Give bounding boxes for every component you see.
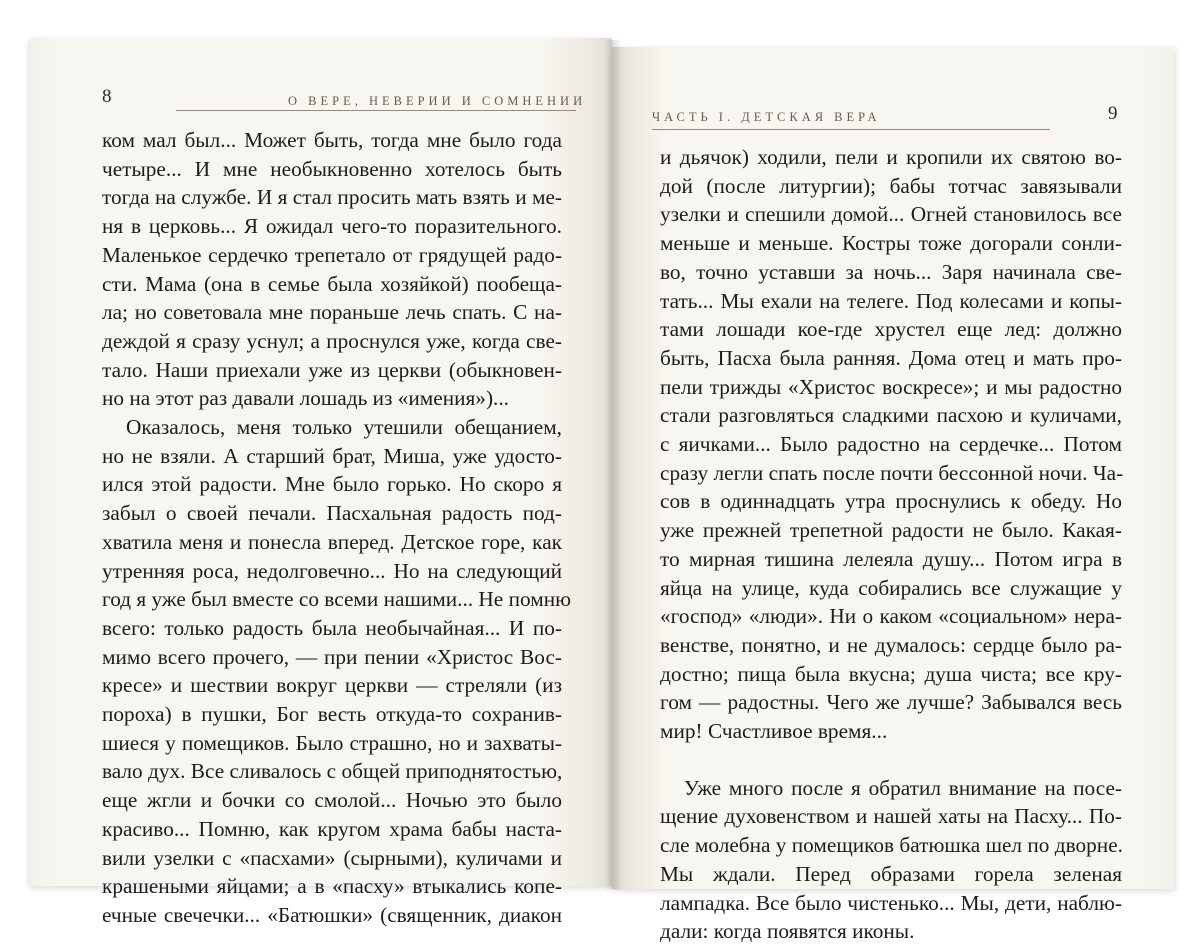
text-line: быть, Пасха была ранняя. Дома отец и мать про- bbox=[660, 345, 1122, 370]
text-line: деждой я сразу уснул; а проснулся уже, когда све- bbox=[102, 328, 562, 353]
text-line: еще жгли и бочки со смолой... Ночью это было bbox=[102, 788, 562, 813]
right-page bbox=[612, 47, 1174, 944]
text-line: то мирная тишина лелеяла душу... Потом игра в bbox=[660, 546, 1122, 571]
running-head: О ВЕРЕ, НЕВЕРИИ И СОМНЕНИИ bbox=[288, 94, 587, 108]
text-line: с яичками... Было радостно на сердечке... Потом bbox=[660, 432, 1122, 457]
text-line: крашеными яйцами; а в «пасху» втыкались копе- bbox=[102, 874, 562, 899]
text-line: вили узелки с «пасхами» (сырными), куличами и bbox=[102, 845, 562, 870]
text-line: ечные свечечки... «Батюшки» (священник, диакон bbox=[102, 902, 562, 927]
text-line: дали: когда появятся иконы. bbox=[660, 919, 915, 944]
text-line: ился этой радости. Мне было горько. Но скоро я bbox=[102, 472, 562, 497]
text-line: год я уже был вместе со всеми нашими... Не помню bbox=[102, 587, 571, 612]
text-line: сле молебна у помещиков батюшка шел по дворне. bbox=[660, 833, 1123, 858]
book-gutter bbox=[604, 40, 622, 890]
text-line: пороха) в пушки, Бог весть откуда-то сохранив- bbox=[102, 702, 562, 727]
text-line: ком мал был... Может быть, тогда мне было года bbox=[102, 128, 562, 152]
text-line: узелки и спешили домой... Огней становилось все bbox=[660, 202, 1122, 227]
text-line: венстве, понятно, и не думалось: сердце было ра- bbox=[660, 632, 1122, 657]
text-line: мимо всего прочего, — при пении «Христос Вос- bbox=[102, 644, 562, 669]
text-line: Оказалось, меня только утешили обещанием, bbox=[126, 415, 562, 440]
text-line: и дьячок) ходили, пели и кропили их святою во- bbox=[660, 145, 1122, 169]
text-line: тами лошади кое-где хрустел еще лед: должно bbox=[660, 317, 1122, 342]
text-line: четыре... И мне необыкновенно хотелось быть bbox=[102, 156, 562, 181]
header-rule bbox=[176, 110, 576, 111]
text-line: забыл о своей печали. Пасхальная радость под- bbox=[102, 501, 562, 526]
text-line: стали разговляться сладкими пасхою и куличами, bbox=[660, 403, 1122, 428]
body-text bbox=[102, 126, 571, 930]
text-line: дой (после литургии); бабы тотчас завязывали bbox=[660, 173, 1122, 198]
text-line: достно; пища была вкусна; душа чиста; все кру- bbox=[660, 661, 1122, 686]
text-line: ня в церковь... Я ожидал чего-то поразительного. bbox=[102, 214, 562, 239]
text-line: сов в одиннадцать утра проснулись к обеду. Но bbox=[660, 489, 1122, 514]
text-line: яйца на улице, куда собирались все служащие у bbox=[660, 575, 1122, 600]
page-number: 9 bbox=[1108, 103, 1118, 124]
text-line: шиеся у помещиков. Было страшно, но и захваты- bbox=[102, 730, 562, 755]
text-line: во, точно уставши за ночь... Заря начинала све- bbox=[660, 259, 1122, 284]
text-line: кресе» и шествии вокруг церкви — стреляли (из bbox=[102, 673, 562, 698]
text-line: сразу легли спать после почти бессонной ночи. Ча- bbox=[660, 460, 1124, 485]
page-number: 8 bbox=[102, 86, 112, 107]
text-line: Мы ждали. Перед образами горела зеленая bbox=[660, 861, 1122, 886]
text-line: лампадка. Все было чистенько... Мы, дети, наблю- bbox=[660, 890, 1122, 915]
running-head: ЧАСТЬ I. ДЕТСКАЯ ВЕРА bbox=[652, 110, 881, 124]
header-rule bbox=[652, 129, 1050, 130]
text-line: хватила меня и понесла вперед. Детское горе, как bbox=[102, 529, 562, 554]
text-line: гом — радостны. Чего же лучше? Забывался весь bbox=[660, 690, 1122, 715]
text-line: тогда на службе. И я стал просить мать взять и ме- bbox=[102, 185, 562, 210]
text-line: мир! Счастливое время... bbox=[660, 719, 888, 744]
text-line: Уже много после я обратил внимание на посе- bbox=[684, 775, 1122, 800]
text-line: всего: только радость была необычайная... И по- bbox=[102, 615, 562, 640]
text-line: вало дух. Все сливалось с общей приподнятостью, bbox=[102, 759, 563, 784]
text-line: но не взяли. А старший брат, Миша, уже удосто- bbox=[102, 443, 562, 468]
text-line: пели трижды «Христос воскресе»; и мы радостно bbox=[660, 374, 1122, 399]
left-page bbox=[30, 38, 612, 927]
text-line: красиво... Помню, как кругом храма бабы наста- bbox=[102, 816, 562, 841]
text-line: уже прежней трепетной радости не было. Какая- bbox=[660, 518, 1122, 543]
text-line: щение духовенством и нашей хаты на Пасху... По- bbox=[660, 804, 1122, 829]
text-line: тало. Наши приехали уже из церкви (обыкновен- bbox=[102, 357, 562, 382]
text-line: тать... Мы ехали на телеге. Под колесами и копы- bbox=[660, 288, 1122, 313]
text-line: утренняя роса, недолговечно... Но на следующий bbox=[102, 558, 562, 583]
text-line: Маленькое сердечко трепетало от грядущей радо- bbox=[102, 242, 562, 267]
body-text bbox=[660, 143, 1122, 946]
text-line: меньше и меньше. Костры тоже догорали сонли- bbox=[660, 231, 1122, 256]
text-line: ла; но советовала мне пораньше лечь спать. С на- bbox=[102, 300, 562, 325]
text-line: но на этот раз давали лошадь из «имения»)... bbox=[102, 386, 510, 411]
text-line: «господ» «люди». Ни о каком «социальном» нера- bbox=[660, 604, 1122, 629]
paragraph-gap bbox=[660, 746, 1122, 774]
text-line: сти. Мама (она в семье была хозяйкой) пообеща- bbox=[102, 271, 562, 296]
